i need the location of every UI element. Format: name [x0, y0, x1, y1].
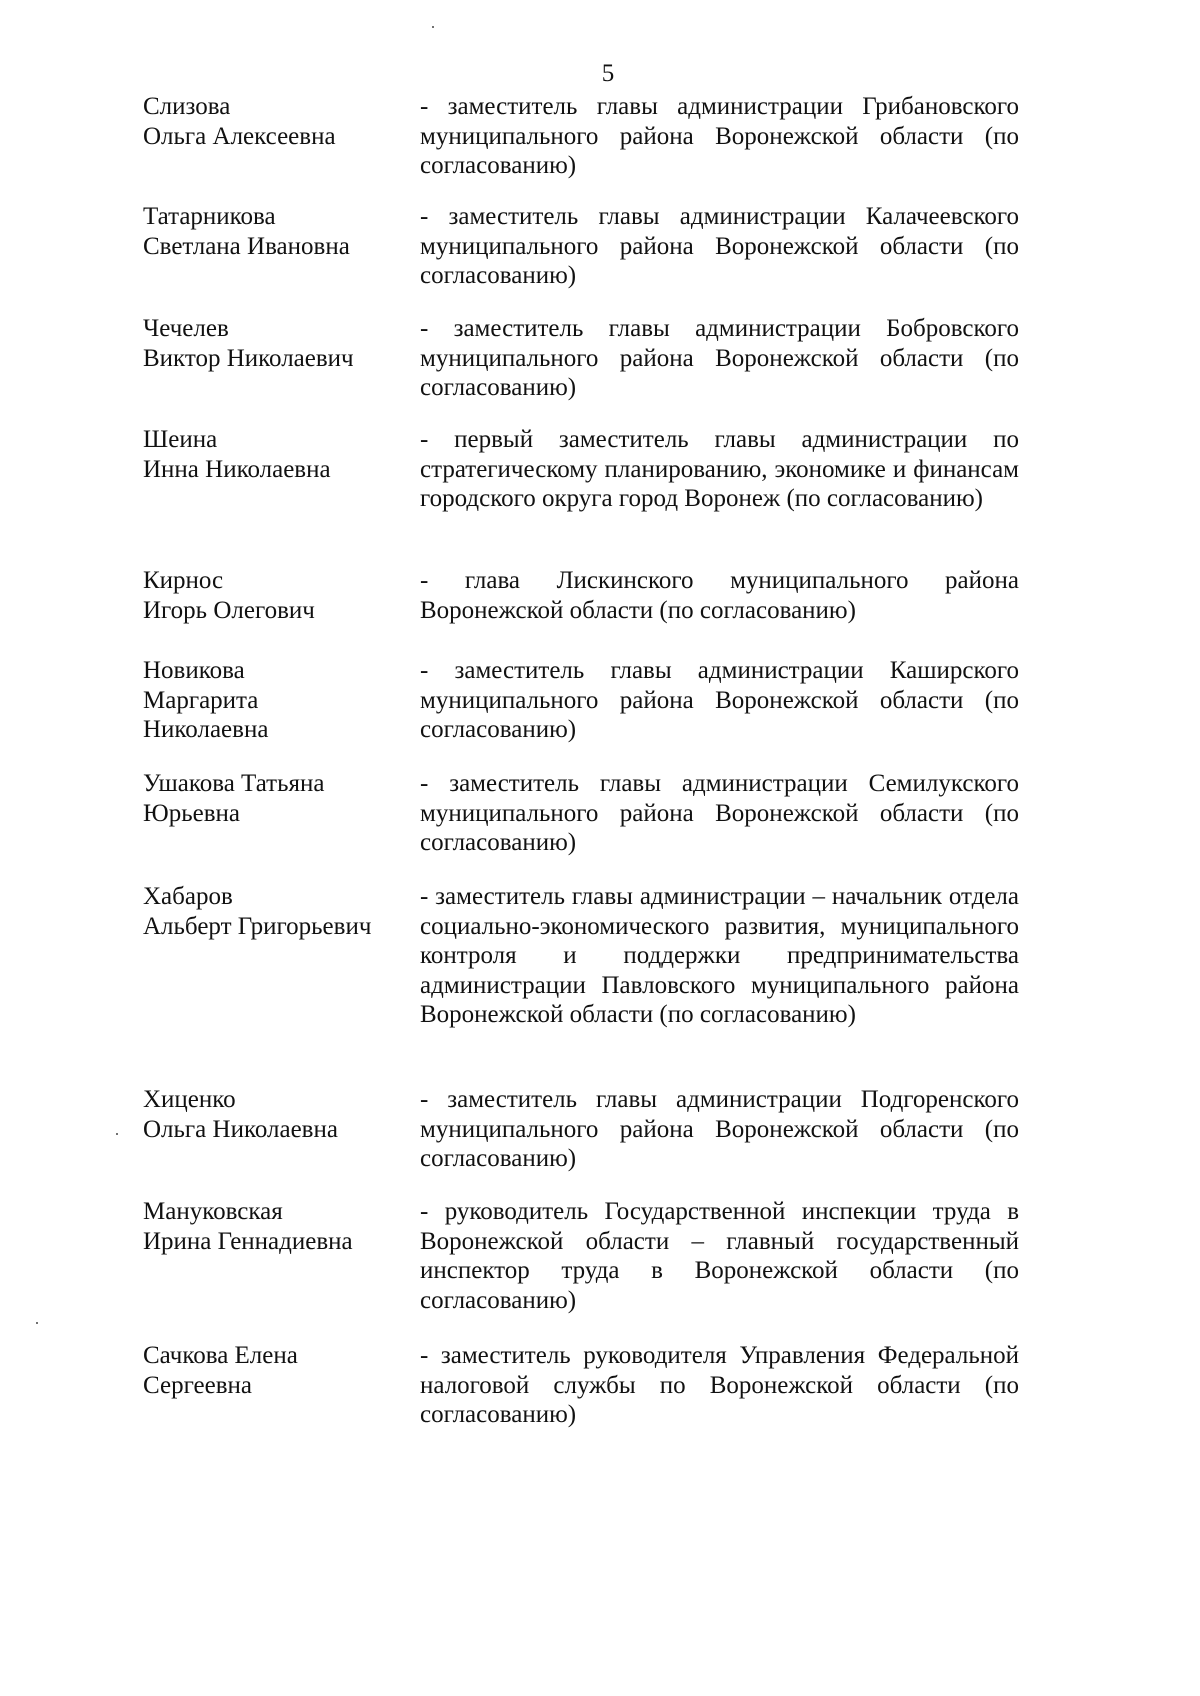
member-name: Слизова Ольга Алексеевна	[143, 93, 336, 150]
member-name: Новикова Маргарита Николаевна	[143, 657, 269, 743]
member-entry	[143, 92, 1019, 181]
member-entry	[143, 425, 1019, 514]
member-role: - заместитель главы администрации Бобровского муниципального района Воронежской области (по согласованию)	[420, 315, 1019, 401]
scan-speck	[116, 1133, 118, 1135]
member-entry	[143, 769, 1019, 858]
member-role: - заместитель главы администрации Семилукского муниципального района Воронежской области (по согласованию)	[420, 770, 1019, 856]
member-entry	[143, 202, 1019, 291]
scan-speck	[432, 26, 434, 28]
member-role: - заместитель главы администрации Калачеевского муниципального района Воронежской области (по согласованию)	[420, 203, 1019, 289]
member-entry	[143, 566, 1019, 625]
page-number: 5	[601, 60, 615, 87]
member-name: Хабаров Альберт Григорьевич	[143, 883, 372, 940]
member-name: Мануковская Ирина Геннадиевна	[143, 1198, 353, 1255]
member-entry	[143, 1341, 1019, 1430]
member-entry	[143, 1197, 1019, 1315]
member-role: - заместитель главы администрации Каширского муниципального района Воронежской области (по согласованию)	[420, 657, 1019, 743]
scan-speck	[36, 1322, 38, 1324]
member-role: - руководитель Государственной инспекции труда в Воронежской области – главный государственный инспектор труда в Воронежской области (по согласованию)	[420, 1198, 1019, 1314]
member-role: - заместитель главы администрации – начальник отдела социально-экономического развития, муниципального контроля и поддержки предпринимательства администрации Павловского муниципального района Воронежской области (по согласованию)	[420, 883, 1019, 1028]
member-entry	[143, 1085, 1019, 1174]
member-name: Татарникова Светлана Ивановна	[143, 203, 350, 260]
member-entry	[143, 656, 1019, 745]
member-role: - заместитель главы администрации Подгоренского муниципального района Воронежской области (по согласованию)	[420, 1086, 1019, 1172]
member-role: - заместитель руководителя Управления Федеральной налоговой службы по Воронежской области (по согласованию)	[420, 1342, 1019, 1428]
member-name: Хиценко Ольга Николаевна	[143, 1086, 338, 1143]
member-name: Ушакова Татьяна Юрьевна	[143, 770, 325, 827]
member-role: - глава Лискинского муниципального района Воронежской области (по согласованию)	[420, 567, 1019, 624]
member-role: - заместитель главы администрации Грибановского муниципального района Воронежской области (по согласованию)	[420, 93, 1019, 179]
member-entry	[143, 314, 1019, 403]
member-role: - первый заместитель главы администрации по стратегическому планированию, экономике и финансам городского округа город Воронеж (по согласованию)	[420, 426, 1019, 512]
member-name: Сачкова Елена Сергеевна	[143, 1342, 298, 1399]
member-entry	[143, 882, 1019, 1030]
member-name: Кирнос Игорь Олегович	[143, 567, 315, 624]
member-name: Шеина Инна Николаевна	[143, 426, 331, 483]
member-name: Чечелев Виктор Николаевич	[143, 315, 354, 372]
